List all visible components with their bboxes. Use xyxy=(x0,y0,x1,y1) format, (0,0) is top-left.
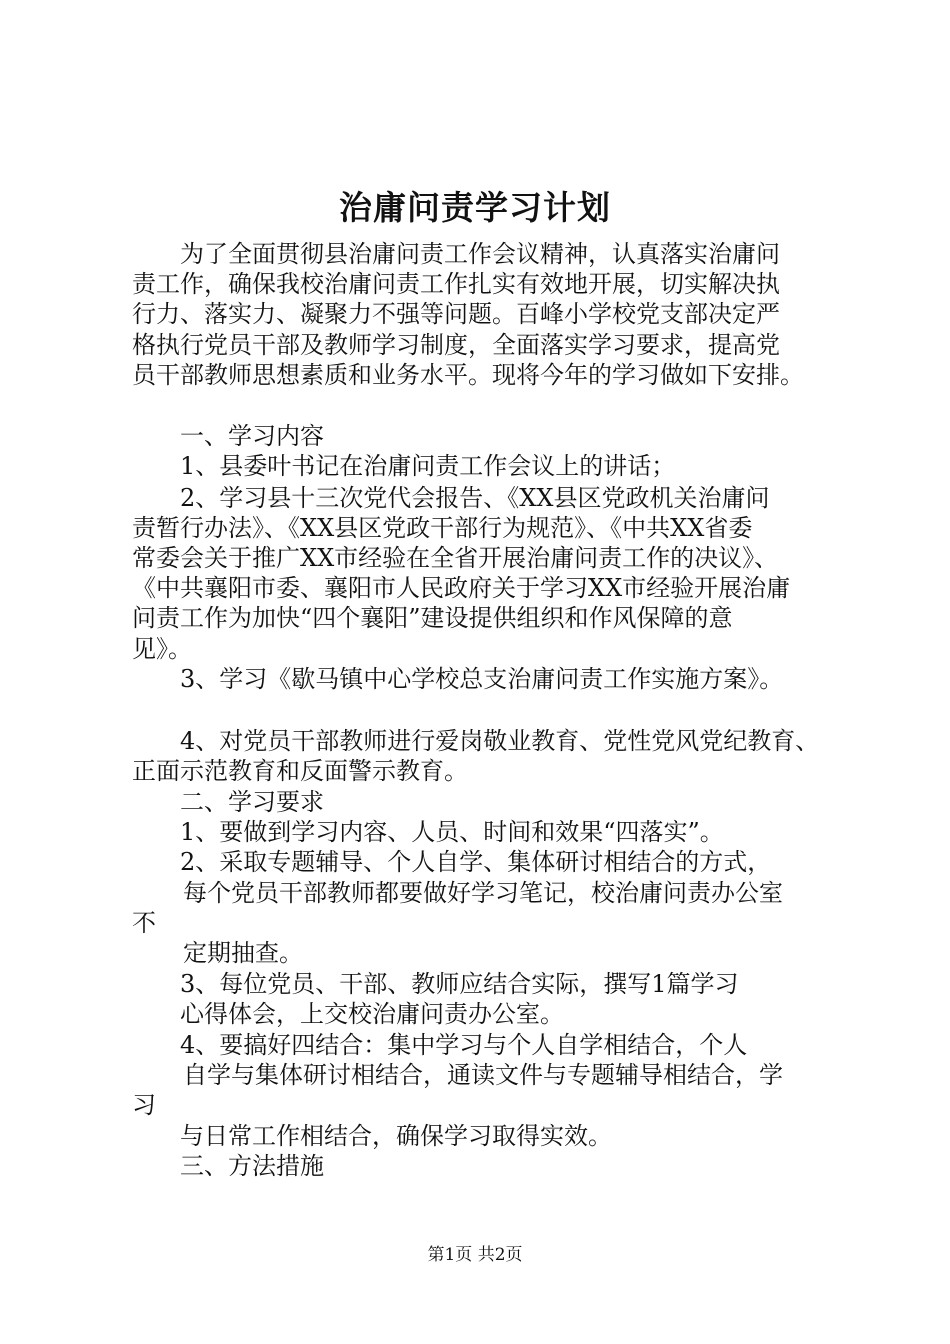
body-line: 责暂行办法》、《XX县区党政干部行为规范》、《中共XX省委 xyxy=(132,514,753,542)
body-line: 习 xyxy=(132,1091,156,1119)
body-line: 行力、落实力、凝聚力不强等问题。百峰小学校党支部决定严 xyxy=(132,300,780,328)
body-line: 4、对党员干部教师进行爱岗敬业教育、党性党风党纪教育、 xyxy=(180,727,820,755)
body-line: 2、学习县十三次党代会报告、《XX县区党政机关治庸问 xyxy=(180,484,770,512)
body-line: 3、学习《歇马镇中心学校总支治庸问责工作实施方案》。 xyxy=(180,665,784,693)
body-line: 责工作，确保我校治庸问责工作扎实有效地开展，切实解决执 xyxy=(132,270,780,298)
body-line: 正面示范教育和反面警示教育。 xyxy=(132,757,468,785)
body-line: 每个党员干部教师都要做好学习笔记，校治庸问责办公室 xyxy=(183,879,783,907)
document-title: 治庸问责学习计划 xyxy=(339,188,611,227)
page-number: 第1页 共2页 xyxy=(427,1245,523,1265)
body-line: 自学与集体研讨相结合，通读文件与专题辅导相结合，学 xyxy=(183,1061,783,1089)
body-line: 员干部教师思想素质和业务水平。现将今年的学习做如下安排。 xyxy=(132,361,804,389)
body-line: 2、采取专题辅导、个人自学、集体研讨相结合的方式， xyxy=(180,848,772,876)
body-line: 不 xyxy=(132,909,156,937)
body-line: 1、要做到学习内容、人员、时间和效果“四落实”。 xyxy=(180,818,724,846)
body-line: 与日常工作相结合，确保学习取得实效。 xyxy=(180,1122,612,1150)
body-line: 定期抽查。 xyxy=(183,939,303,967)
body-line: 3、每位党员、干部、教师应结合实际，撰写1篇学习 xyxy=(180,970,739,998)
body-line: 见》。 xyxy=(132,635,192,663)
body-line: 格执行党员干部及教师学习制度，全面落实学习要求，提高党 xyxy=(132,331,780,359)
body-line: 为了全面贯彻县治庸问责工作会议精神，认真落实治庸问 xyxy=(180,240,780,268)
body-line: 问责工作为加快“四个襄阳”建设提供组织和作风保障的意 xyxy=(132,604,733,632)
section-heading: 三、方法措施 xyxy=(180,1152,324,1180)
body-line: 心得体会，上交校治庸问责办公室。 xyxy=(180,1000,564,1028)
body-line: 4、要搞好四结合：集中学习与个人自学相结合，个人 xyxy=(180,1031,748,1059)
section-heading: 二、学习要求 xyxy=(180,788,324,816)
body-line: 1、县委叶书记在治庸问责工作会议上的讲话； xyxy=(180,452,676,480)
body-line: 常委会关于推广XX市经验在全省开展治庸问责工作的决议》、 xyxy=(132,544,779,572)
section-heading: 一、学习内容 xyxy=(180,422,324,450)
body-line: 《中共襄阳市委、襄阳市人民政府关于学习XX市经验开展治庸 xyxy=(132,574,791,602)
